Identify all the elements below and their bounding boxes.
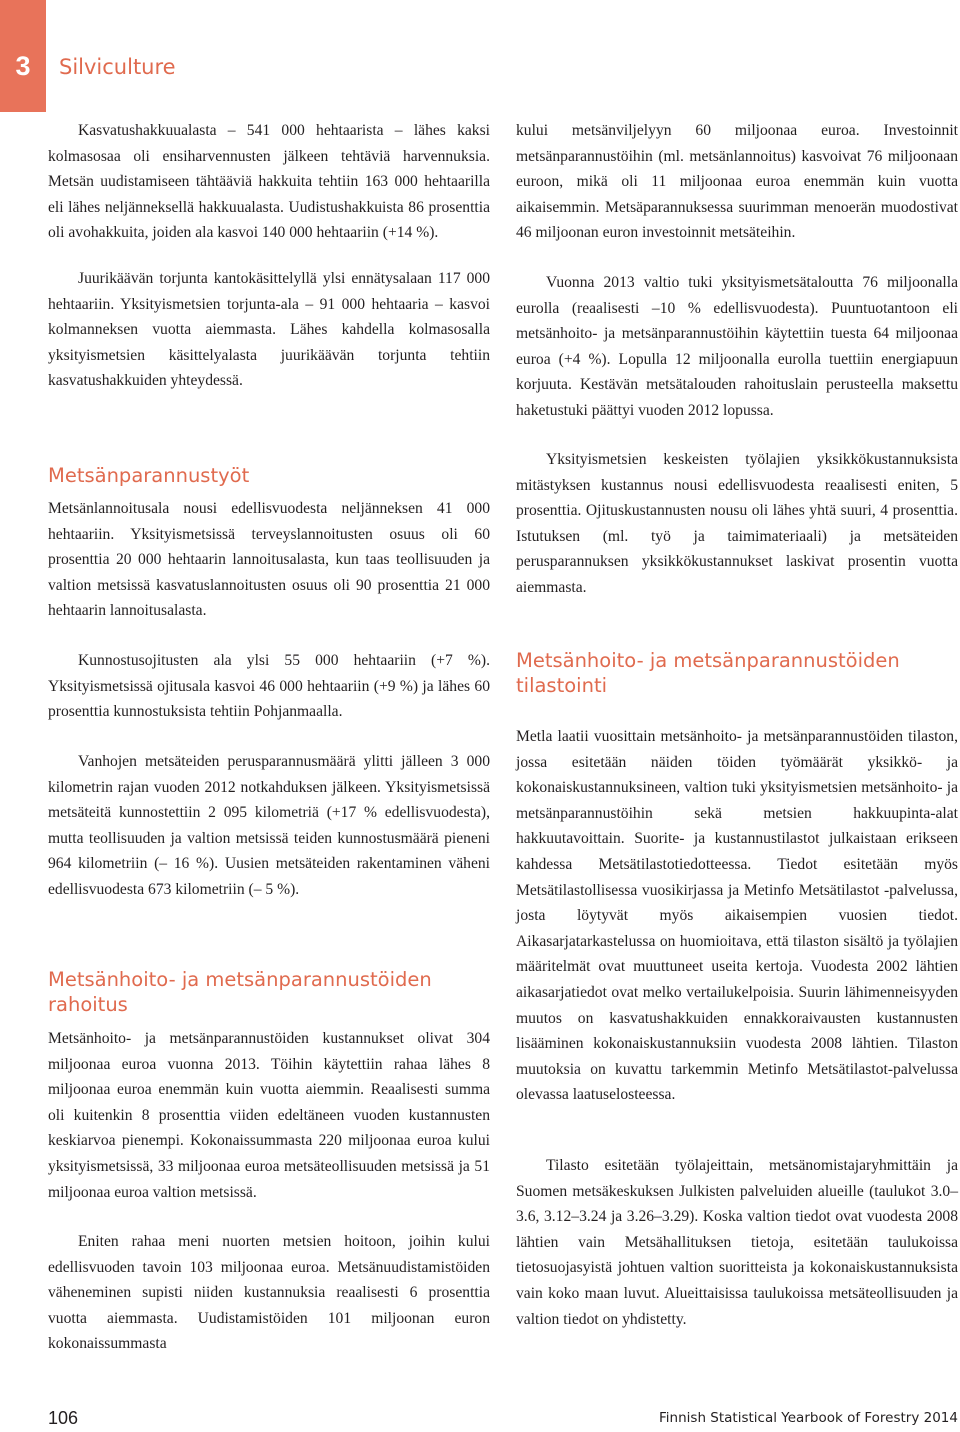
paragraph: Metsänhoito- ja metsänparannustöiden kustannukset olivat 304 miljoonaa euroa vuonna 2013. Töihin käytettiin rahaa lähes 8 miljoonaa euroa enemmän kuin vuotta aiemmin. Reaalisesti summa oli kuitenkin 8 prosenttia viiden edeltäneen vuoden kustannusten keskiarvoa pienempi. Kokonaissummasta 220 miljoonaa euroa kului yksityismetsissä, 33 miljoonaa euroa metsäteollisuuden metsissä ja 51 miljoonaa euroa valtion metsissä. [48,1030,490,1201]
paragraph: Juurikäävän torjunta kantokäsittelyllä ylsi ennätysalaan 117 000 hehtaariin. Yksityismetsien torjunta-ala – 91 000 hehtaaria – kasvoi kolmanneksen vuotta aiemmasta. Lähes kahdella kolmasosalla yksityismetsien käsittelyalasta juurikäävän torjunta tehtiin kasvatushakkuiden yhteydessä. [48,270,490,390]
paragraph: Metla laatii vuosittain metsänhoito- ja metsänparannustöiden tilaston, jossa esitetään näiden töiden työmäärät yksikkö- ja kokonaiskustannuksineen, valtion tuki yksityismetsien metsänhoito- ja metsänparannustöihin sekä metsien hakkuupinta-alat hakkuutavoittain. Suorite- ja kustannustilastot julkaistaan erikseen kahdessa Metsätilastotiedotteessa. Tiedot esitetään myös Metsätilastollisessa vuosikirjassa ja Metinfo Metsätilastot -palvelussa, josta löytyvät myös aikaisempien vuosien tiedot. Aikasarjatarkastelussa on huomioitava, että tilaston sisältö ja työlajien määritelmät ovat muuttuneet useita kertoja. Vuodesta 2002 lähtien aikasarjatiedot ovat melko vertailukelpoisia. Suurin lähimenneisyyden muutos on kasvatushakkuiden ennakkoraivausten kustannusten lisääminen kokonaiskustannuksiin vuodesta 2008 lähtien. Tilaston muutoksia on kuvattu tarkemmin Metinfo Metsätilastot-palvelussa olevassa laatuselosteessa. [516,728,958,1104]
chapter-number: 3 [15,51,31,81]
paragraph: Kasvatushakkuualasta – 541 000 hehtaarista – lähes kaksi kolmasosaa oli ensiharvennusten jälkeen tehtäviä harvennuksia. Metsän uudistamiseen tähtääviä hakkuita tehtiin 163 000 hehtaarilla eli lähes neljänneksellä hakkuualasta. Uudistushakkuista 86 prosenttia oli avohakkuita, joiden ala kasvoi 140 000 hehtaariin (+14 %). [48,122,490,242]
paragraph: Eniten rahaa meni nuorten metsien hoitoon, joihin kului edellisvuoden tavoin 103 miljoonaa euroa. Metsänuudistamistöiden väheneminen supisti niiden kustannuksia reaalisesti 6 prosenttia vuotta aiemmasta. Uudistamistöiden 101 miljoonan euron kokonaissummasta [48,1233,490,1353]
paragraph: kului metsänviljelyyn 60 miljoonaa euroa. Investoinnit metsänparannustöihin (ml. metsänlannoitus) kasvoivat 76 miljoonaan euroon, mikä oli 11 miljoonaa euroa enemmän kuin vuotta aikaisemmin. Metsäparannuksessa suurimman menoerän muodostivat 46 miljoonan euron investoinnit metsäteihin. [516,122,958,242]
page-number: 106 [48,1408,79,1428]
paragraph: Metsänlannoitusala nousi edellisvuodesta neljänneksen 41 000 hehtaariin. Yksityismetsissä terveyslannoitusten osuus oli 60 prosenttia 20 000 hehtaarin lannoitusalasta, kun taas teollisuuden ja valtion metsissä kasvatuslannoitusten osuus oli 90 prosenttia 21 000 hehtaarin lannoitusalasta. [48,500,490,620]
paragraph: Kunnostusojitusten ala ylsi 55 000 hehtaariin (+7 %). Yksityismetsissä ojitusala kasvoi 46 000 hehtaariin (+9 %) ja lähes 60 prosenttia kunnostuksista tehtiin Pohjanmaalla. [48,652,490,721]
section-heading: Metsänhoito- ja metsänparannustöiden tilastointi [516,649,900,697]
paragraph: Vanhojen metsäteiden perusparannusmäärä ylitti jälleen 3 000 kilometrin rajan vuoden 2012 notkahduksen jälkeen. Yksityismetsissä metsäteitä kunnostettiin 2 095 kilometriä (+17 % edellisvuodesta), mutta teollisuuden ja valtion metsissä teiden kunnostusmäärä pieneni 964 kilometriin (– 16 %). Uusien metsäteiden rakentaminen väheni edellisvuodesta 673 kilometriin (– 5 %). [48,753,490,898]
chapter-title: Silviculture [59,55,176,79]
paragraph: Vuonna 2013 valtio tuki yksityismetsätaloutta 76 miljoonalla eurolla (reaalisesti –10 % edellisvuodesta). Puuntuotantoon eli metsänhoito- ja metsänparannustöihin käytettiin tuesta 64 miljoonaa euroa (+4 %). Lopulla 12 miljoonalla eurolla tuettiin energiapuun korjuuta. Kestävän metsätalouden rahoituslain perusteella maksettu haketustuki päättyi vuoden 2012 lopussa. [516,274,958,419]
paragraph: Tilasto esitetään työlajeittain, metsänomistajaryhmittäin ja Suomen metsäkeskuksen Julkisten palveluiden alueille (taulukot 3.0–3.6, 3.12–3.24 ja 3.26–3.29). Koska valtion tiedot ovat vuodesta 2008 lähtien vain Metsähallituksen tietoja, esitetään taulukoissa tietosuojasyistä johtuen valtion suoritteista ja kokonaiskustannuksista vain koko maan luvut. Alueittaisissa taulukoissa metsäteollisuuden ja valtion tiedot on yhdistetty. [516,1157,958,1328]
paragraph: Yksityismetsien keskeisten työlajien yksikkökustannuksista mitästyksen kustannus nousi edellisvuodesta reaalisesti eniten, 5 prosenttia. Ojituskustannusten nousu oli lähes yhtä suuri, 4 prosenttia. Istutuksen (ml. työ ja taimimateriaali) ja metsäteiden perusparannuksen yksikkökustannukset laskivat prosentin vuotta aiemmasta. [516,451,958,596]
publication-title: Finnish Statistical Yearbook of Forestry 2014 [659,1410,958,1426]
section-heading: Metsänparannustyöt [48,464,250,487]
section-heading: Metsänhoito- ja metsänparannustöiden rahoitus [48,968,432,1016]
